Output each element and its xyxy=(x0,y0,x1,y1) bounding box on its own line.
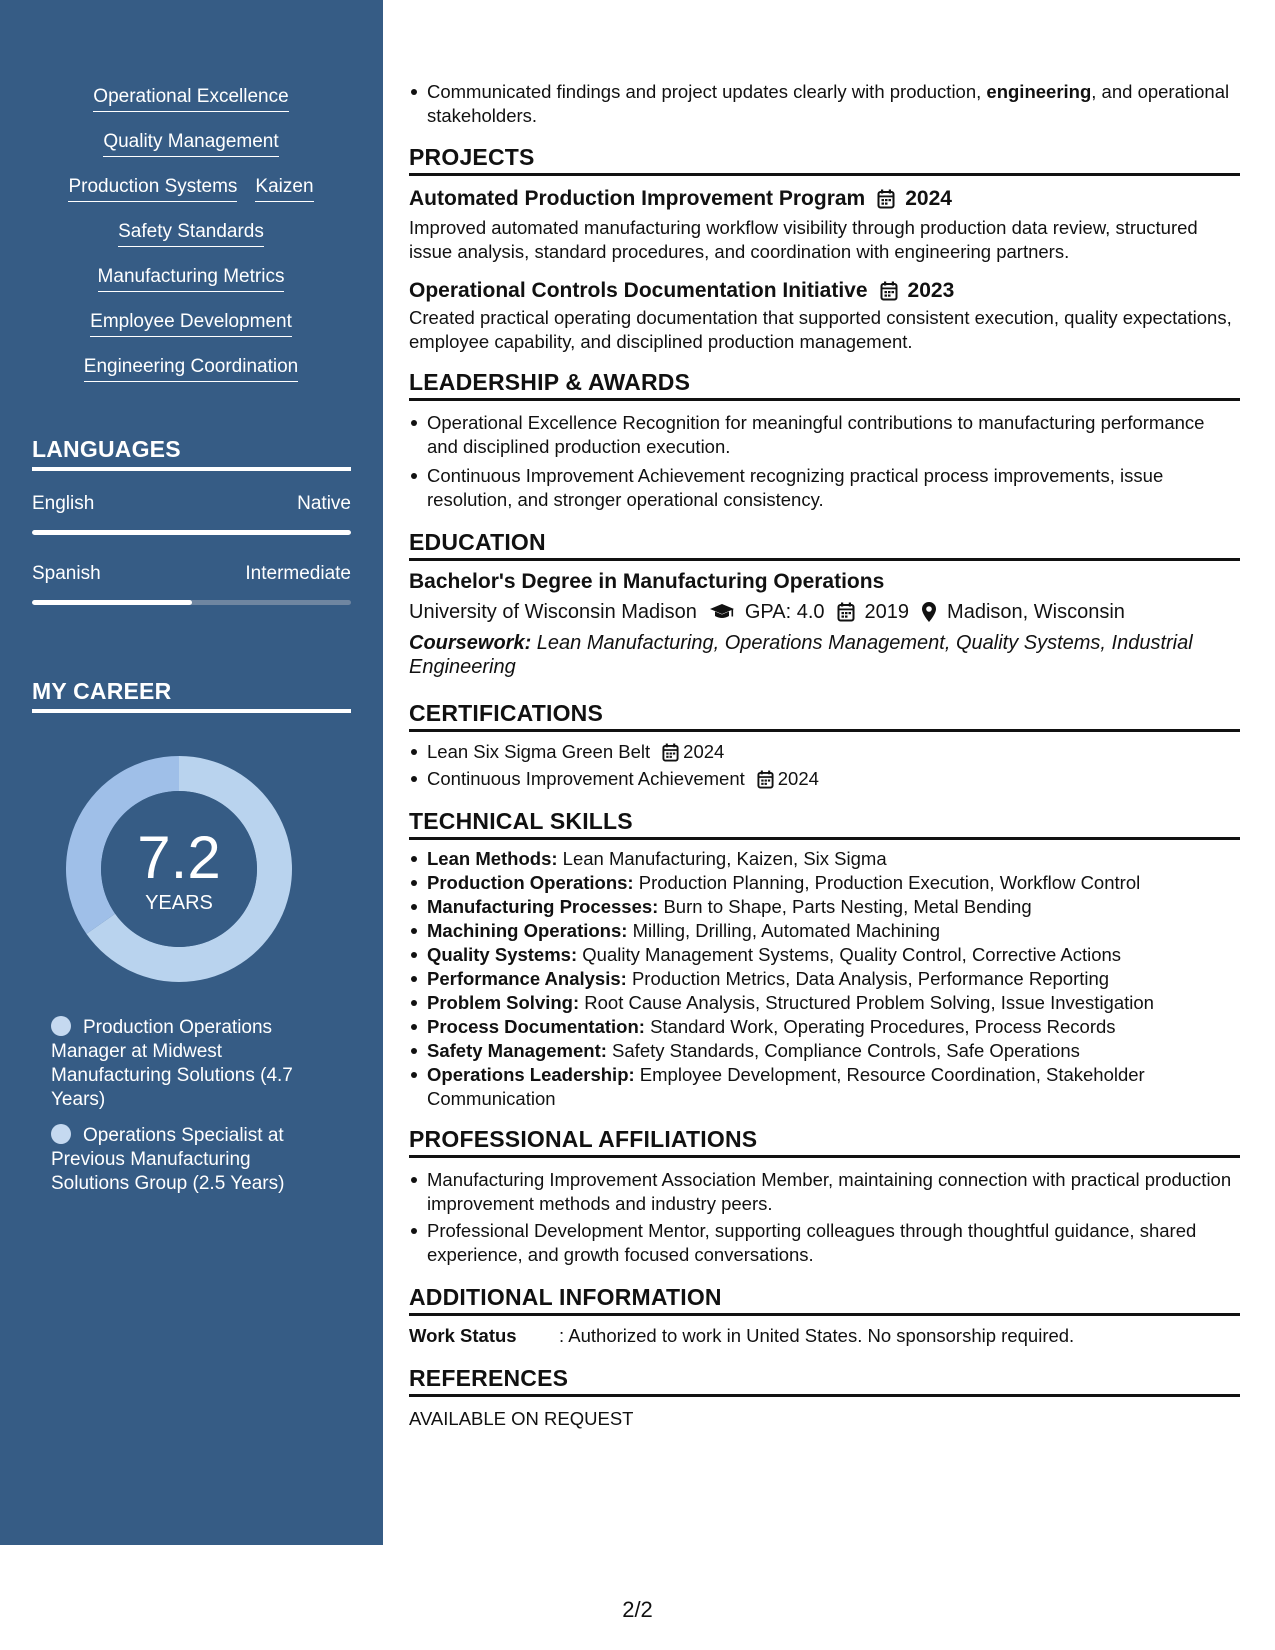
skill-value: Safety Standards, Compliance Controls, Safe Operations xyxy=(606,1040,1080,1061)
certification-year: 2024 xyxy=(683,741,725,762)
career-item xyxy=(51,1016,311,1112)
list-item xyxy=(427,1063,1240,1111)
section-title-education: EDUCATION xyxy=(409,528,1240,561)
skills-list xyxy=(32,86,350,401)
project-name: Operational Controls Documentation Initiative xyxy=(409,279,868,302)
project-year: 2024 xyxy=(905,187,952,210)
skill-label: Lean Methods: xyxy=(427,848,558,869)
skill-row xyxy=(32,131,350,176)
project-item xyxy=(409,278,1240,354)
language-proficiency-bar xyxy=(32,600,351,605)
career-item-text: Production Operations Manager at Midwest Manufacturing Solutions (4.7 Years) xyxy=(51,1017,293,1110)
gpa: GPA: 4.0 xyxy=(744,601,825,623)
language-proficiency-fill xyxy=(32,600,192,605)
skill-value: Quality Management Systems, Quality Control, Corrective Actions xyxy=(577,944,1122,965)
project-description: Improved automated manufacturing workflow visibility through production data review, structured issue analysis, standard procedures, and coordination with engineering partners. xyxy=(409,217,1198,262)
language-name: Spanish xyxy=(32,563,101,584)
skill-label: Process Documentation: xyxy=(427,1016,645,1037)
skill-label: Quality Systems: xyxy=(427,944,578,965)
list-item xyxy=(427,991,1240,1015)
list-item xyxy=(427,919,1240,943)
language-level: Intermediate xyxy=(245,563,351,584)
language-level: Native xyxy=(297,493,351,514)
skill-row xyxy=(32,86,350,131)
page-number: 2/2 xyxy=(622,1597,653,1622)
experience-bullets xyxy=(409,80,1240,128)
location-pin-icon xyxy=(921,601,937,623)
graduation-year: 2019 xyxy=(864,601,910,623)
school-location: Madison, Wisconsin xyxy=(947,601,1125,623)
leadership-list xyxy=(409,411,1240,512)
certification-name: Lean Six Sigma Green Belt xyxy=(427,741,651,762)
section-title-technical-skills: TECHNICAL SKILLS xyxy=(409,807,1240,840)
skill-row xyxy=(32,356,350,401)
list-item xyxy=(427,80,1240,128)
language-proficiency-fill xyxy=(32,530,351,535)
list-item xyxy=(427,767,1240,791)
list-item: Operational Excellence Recognition for meaningful contributions to manufacturing performance and disciplined production execution. xyxy=(427,411,1240,459)
references-text: AVAILABLE ON REQUEST xyxy=(409,1408,634,1429)
bullet-bold: engineering xyxy=(986,81,1092,102)
list-item xyxy=(427,967,1240,991)
bullet-text: , and operational stakeholders. xyxy=(427,81,1230,126)
calendar-icon xyxy=(757,770,774,789)
skill-label: Performance Analysis: xyxy=(427,968,627,989)
project-name: Automated Production Improvement Program xyxy=(409,187,866,210)
career-item-text: Operations Specialist at Previous Manufacturing Solutions Group (2.5 Years) xyxy=(51,1125,285,1194)
skill-label: Machining Operations: xyxy=(427,920,628,941)
list-item: Continuous Improvement Achievement recognizing practical process improvements, issue resolution, and stronger operational consistency. xyxy=(427,464,1240,512)
work-status-label: Work Status xyxy=(409,1325,517,1346)
coursework xyxy=(409,631,1240,679)
certification-year: 2024 xyxy=(777,768,819,789)
skill-tag: Engineering Coordination xyxy=(84,356,298,382)
list-item xyxy=(427,943,1240,967)
skill-row xyxy=(32,221,350,266)
sidebar xyxy=(0,0,383,1545)
certifications-list xyxy=(409,740,1240,791)
skill-row xyxy=(32,266,350,311)
skill-label: Production Operations: xyxy=(427,872,634,893)
languages-heading: LANGUAGES xyxy=(32,436,351,471)
section-title-projects: PROJECTS xyxy=(409,143,1240,176)
skill-value: Standard Work, Operating Procedures, Process Records xyxy=(644,1016,1116,1037)
skill-tag: Safety Standards xyxy=(118,221,264,247)
career-list xyxy=(51,1016,311,1208)
skill-label: Problem Solving: xyxy=(427,992,580,1013)
calendar-icon xyxy=(837,602,855,622)
skill-tag: Operational Excellence xyxy=(93,86,288,112)
skill-value: Milling, Drilling, Automated Machining xyxy=(627,920,941,941)
education-details xyxy=(409,599,1240,625)
skill-value: Burn to Shape, Parts Nesting, Metal Bending xyxy=(658,896,1032,917)
list-item xyxy=(427,871,1240,895)
list-item: Professional Development Mentor, supporting colleagues through thoughtful guidance, shared experience, and growth focused conversations. xyxy=(427,1219,1240,1267)
graduation-cap-icon xyxy=(709,603,735,621)
skill-tag: Quality Management xyxy=(103,131,278,157)
coursework-label: Coursework: xyxy=(409,632,532,654)
career-donut-chart xyxy=(66,756,292,982)
main-content xyxy=(409,80,1240,1431)
career-item xyxy=(51,1124,311,1196)
list-item xyxy=(427,740,1240,764)
skill-value: Production Metrics, Data Analysis, Performance Reporting xyxy=(626,968,1110,989)
degree-title: Bachelor's Degree in Manufacturing Operations xyxy=(409,570,885,593)
coursework-text: Lean Manufacturing, Operations Management, Quality Systems, Industrial Engineering xyxy=(409,632,1193,678)
calendar-icon xyxy=(662,743,679,762)
skill-value: Production Planning, Production Execution, Workflow Control xyxy=(633,872,1141,893)
school-name: University of Wisconsin Madison xyxy=(409,601,697,623)
skill-value: Employee Development, Resource Coordination, Stakeholder Communication xyxy=(427,1064,1145,1109)
section-title-affiliations: PROFESSIONAL AFFILIATIONS xyxy=(409,1125,1240,1158)
affiliations-list xyxy=(409,1168,1240,1267)
skill-label: Manufacturing Processes: xyxy=(427,896,659,917)
language-name: English xyxy=(32,493,95,514)
skill-row xyxy=(32,311,350,356)
list-item xyxy=(427,847,1240,871)
section-title-certifications: CERTIFICATIONS xyxy=(409,699,1240,732)
list-item xyxy=(427,1015,1240,1039)
technical-skills-list xyxy=(409,847,1240,1111)
skill-tag: Production Systems xyxy=(68,176,237,202)
skill-label: Operations Leadership: xyxy=(427,1064,635,1085)
skill-tag: Manufacturing Metrics xyxy=(98,266,285,292)
calendar-icon xyxy=(880,281,898,301)
list-item: Manufacturing Improvement Association Member, maintaining connection with practical production improvement methods and industry peers. xyxy=(427,1168,1240,1216)
career-dot-icon xyxy=(51,1016,71,1036)
work-status-value: : Authorized to work in United States. No sponsorship required. xyxy=(559,1325,1075,1346)
language-item xyxy=(32,562,351,605)
language-proficiency-bar xyxy=(32,530,351,535)
project-item xyxy=(409,186,1240,264)
skill-label: Safety Management: xyxy=(427,1040,607,1061)
list-item xyxy=(427,895,1240,919)
career-dot-icon xyxy=(51,1124,71,1144)
skill-tag: Employee Development xyxy=(90,311,292,337)
project-description: Created practical operating documentation that supported consistent execution, quality expectations, employee capability, and disciplined production management. xyxy=(409,307,1232,352)
language-item xyxy=(32,492,351,535)
skill-row xyxy=(32,176,350,221)
list-item xyxy=(427,1039,1240,1063)
section-title-references: REFERENCES xyxy=(409,1364,1240,1397)
bullet-text: Communicated findings and project updates clearly with production, xyxy=(427,81,987,102)
career-unit: YEARS xyxy=(145,892,213,914)
work-status xyxy=(409,1324,1240,1348)
section-title-leadership: LEADERSHIP & AWARDS xyxy=(409,368,1240,401)
skill-value: Lean Manufacturing, Kaizen, Six Sigma xyxy=(557,848,887,869)
skill-value: Root Cause Analysis, Structured Problem Solving, Issue Investigation xyxy=(579,992,1154,1013)
skill-tag: Kaizen xyxy=(255,176,313,202)
certification-name: Continuous Improvement Achievement xyxy=(427,768,745,789)
career-total: 7.2 xyxy=(137,824,221,891)
career-heading: MY CAREER xyxy=(32,678,351,713)
project-year: 2023 xyxy=(907,279,955,302)
section-title-additional-info: ADDITIONAL INFORMATION xyxy=(409,1283,1240,1316)
calendar-icon xyxy=(877,189,895,209)
